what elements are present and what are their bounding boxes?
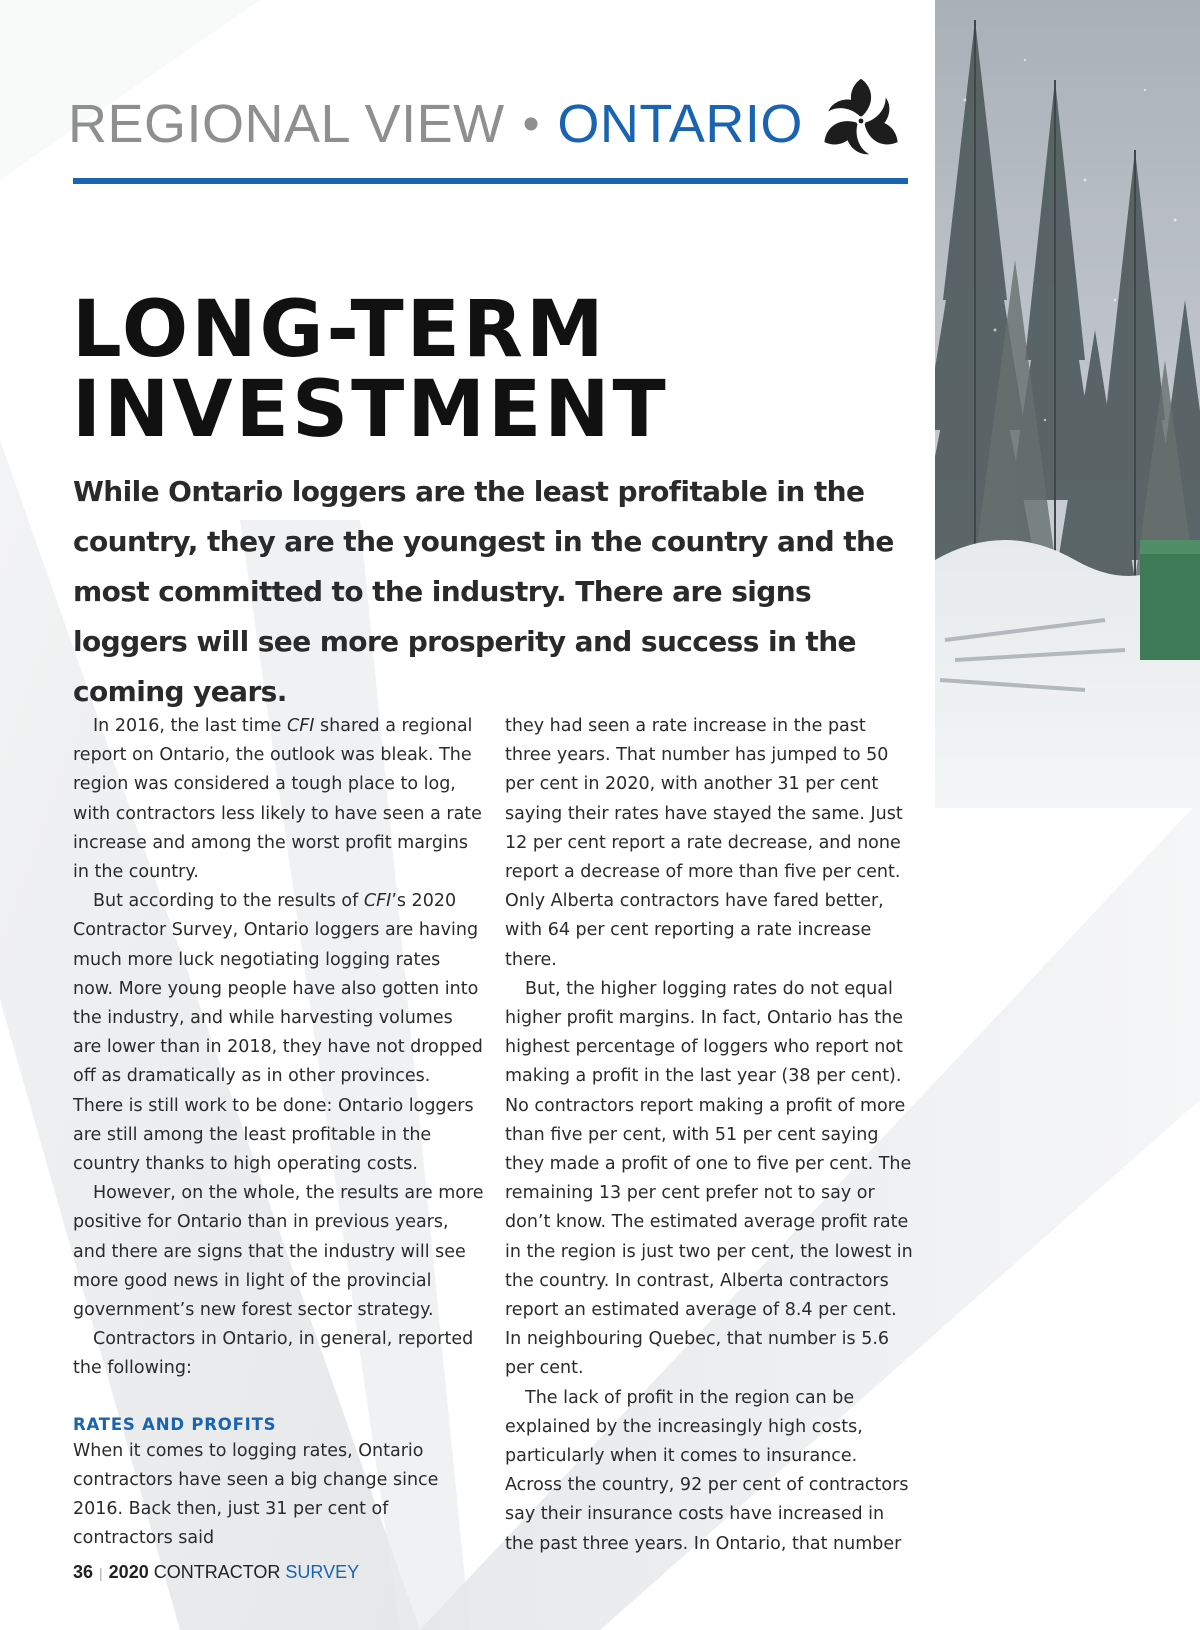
page-footer [73,1562,359,1583]
text-run: In 2016, the last time [93,716,287,736]
title-line-2: INVESTMENT [72,365,669,455]
publication-name: CFI [287,716,315,736]
article-deck: While Ontario loggers are the least profitable in the country, they are the youngest in the country and the most committed to the industry. There are signs loggers will see more prosperity and success in the coming years. [73,475,894,708]
footer-separator: | [99,1565,103,1581]
header-separator: • [522,97,540,151]
body-paragraph [73,887,485,1179]
publication-name: CFI [363,891,392,912]
text-run: shared a regional report on Ontario, the outlook was bleak. The region was considered a tough place to log, with contractors less likely to have seen a rate increase and among the worst profit margins in the country. [73,716,482,883]
body-paragraph: they had seen a rate increase in the past three years. That number has jumped to 50 per cent in 2020, with another 31 per cent saying their rates have stayed the same. Just 12 per cent report a rate decrease, and none report a decrease of more than five per cent. Only Alberta contractors have fared better, with 64 per cent reporting a rate increase there. [505,716,903,970]
body-paragraph: The lack of profit in the region can be explained by the increasingly high costs, particularly when it comes to insurance. Across the country, 92 per cent of contractors say their insurance costs have increased in the past three years. In Ontario, that number [505,1387,909,1554]
text-run: ’s 2020 Contractor Survey, Ontario loggers are having much more luck negotiating logging rates now. More young people have also gotten into the industry, and while harvesting volumes are lower than in 2018, they have not dropped off as dramatically as in other provinces. There is still work to be done: Ontario loggers are still among the least profitable in the country thanks to high operating costs. [73,891,483,1175]
section-header [68,84,909,164]
footer-publication-accent: SURVEY [285,1562,360,1582]
header-rule [73,178,908,184]
article-title [72,285,669,455]
page-number: 36 [73,1562,94,1582]
text-run: But according to the results of [93,891,364,912]
region-name: ONTARIO [557,94,803,154]
body-column-right [505,712,917,1559]
footer-year: 2020 [108,1562,149,1582]
title-line-1: LONG-TERM [72,285,607,375]
body-paragraph: When it comes to logging rates, Ontario contractors have seen a big change since 2016. Back then, just 31 per cent of contractors said [73,1440,439,1549]
region-label: REGIONAL VIEW [68,94,505,154]
body-paragraph: Contractors in Ontario, in general, reported the following: [73,1329,474,1379]
body-paragraph [73,712,485,887]
trillium-icon [813,73,909,169]
body-paragraph: But, the higher logging rates do not equal higher profit margins. In fact, Ontario has the highest percentage of loggers who report not making a profit in the last year (38 per cent). No contractors report making a profit of more than five per cent, with 51 per cent saying they made a profit of one to five per cent. The remaining 13 per cent prefer not to say or don’t know. The estimated average profit rate in the region is just two per cent, the lowest in the country. In contrast, Alberta contractors report an estimated average of 8.4 per cent. In neighbouring Quebec, that number is 5.6 per cent. [505,978,913,1379]
footer-publication: CONTRACTOR [153,1562,281,1582]
body-column-left [73,712,485,1553]
body-paragraph: However, on the whole, the results are more positive for Ontario than in previous years, and there are signs that the industry will see more good news in light of the provincial government’s new forest sector strategy. [73,1183,484,1321]
section-subhead: RATES AND PROFITS [73,1414,277,1434]
